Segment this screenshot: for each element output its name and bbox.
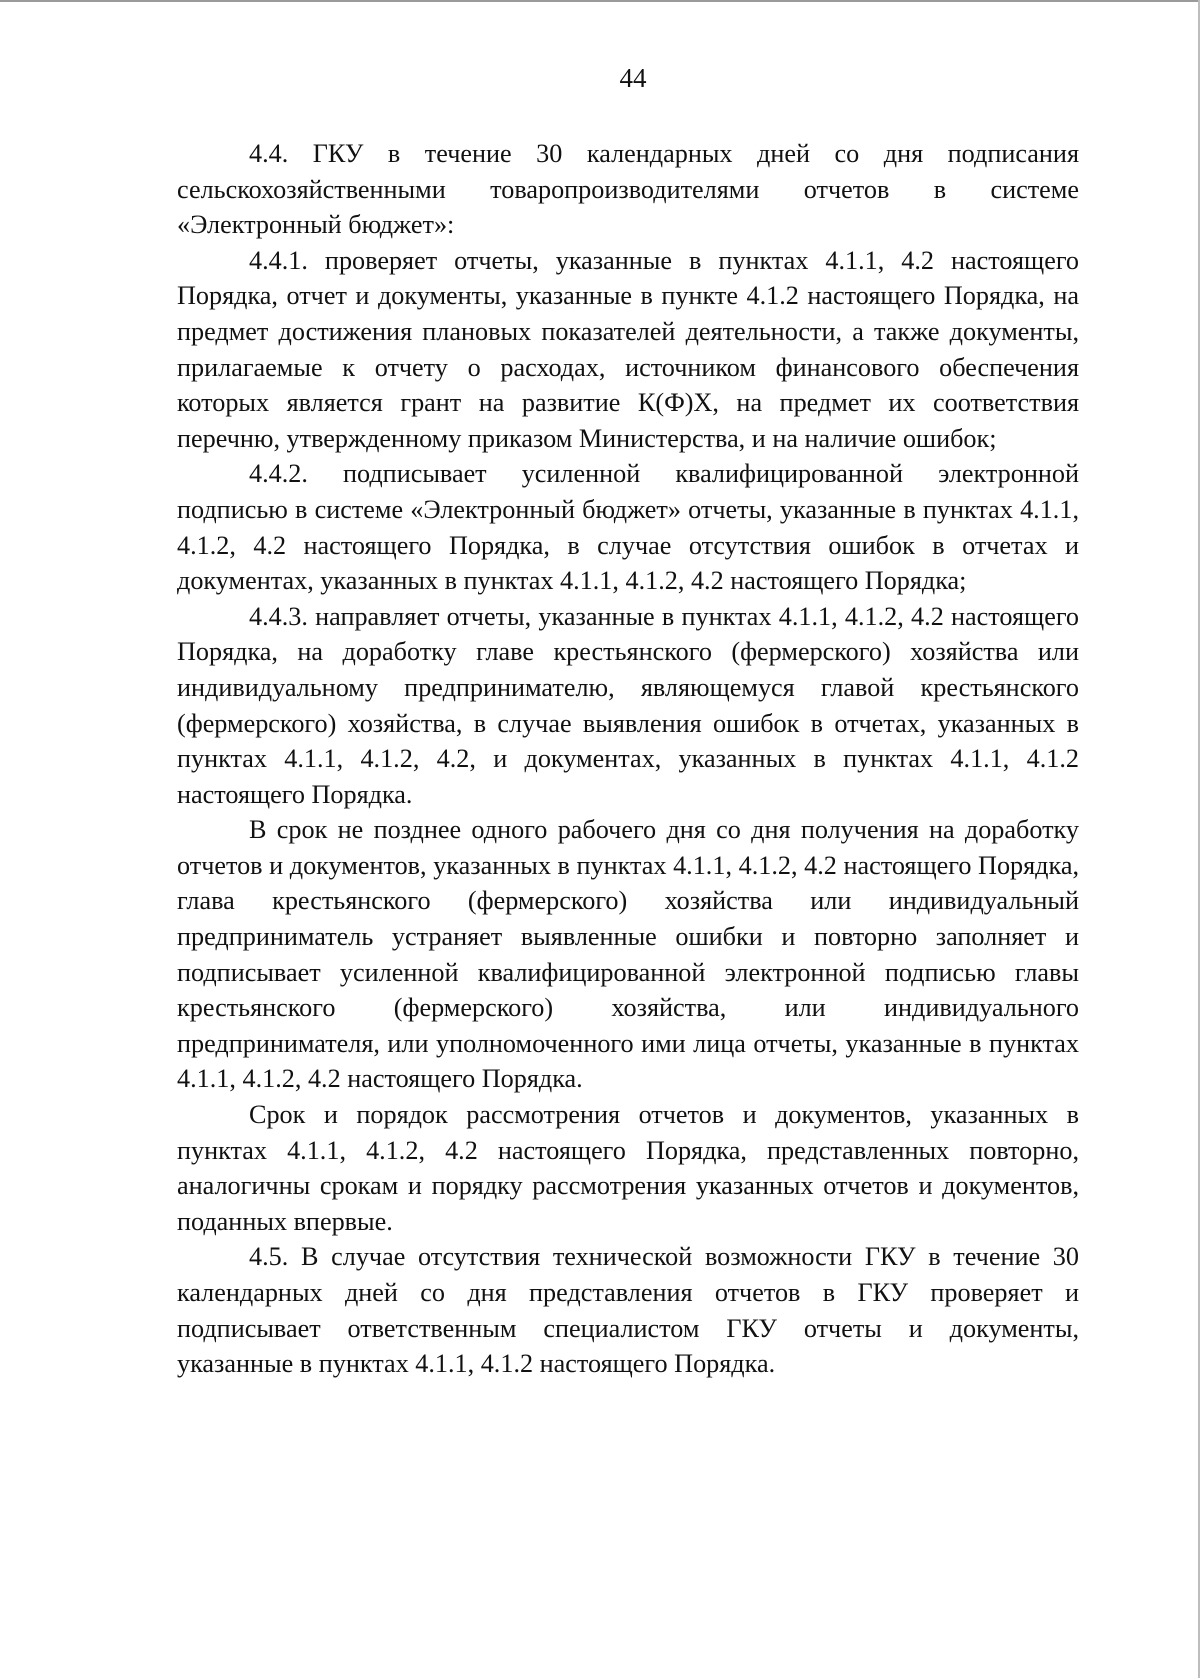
page-number: 44 [619,63,647,93]
paragraph-4-4: 4.4. ГКУ в течение 30 календарных дней со дня подписания сельскохозяйственными товаропроизводителями отчетов в системе «Электронный бюджет»: [177,139,1079,240]
paragraph-correction-deadline: В срок не позднее одного рабочего дня со дня получения на доработку отчетов и документов, указанных в пунктах 4.1.1, 4.1.2, 4.2 настоящего Порядка, глава крестьянского (фермерского) хозяйства или индивидуальный предприниматель устраняет выявленные ошибки и повторно заполняет и подписывает усиленной квалифицированной электронной подписью главы крестьянского (фермерского) хозяйства, или индивидуального предпринимателя, или уполномоченного ими лица отчеты, указанные в пунктах 4.1.1, 4.1.2, 4.2 настоящего Порядка. [177,815,1079,1094]
paragraph-4-4-1: 4.4.1. проверяет отчеты, указанные в пунктах 4.1.1, 4.2 настоящего Порядка, отчет и документы, указанные в пункте 4.1.2 настоящего Порядка, на предмет достижения плановых показателей деятельности, а также документы, прилагаемые к отчету о расходах, источником финансового обеспечения которых является грант на развитие К(Ф)Х, на предмет их соответствия перечню, утвержденному приказом Министерства, и на наличие ошибок; [177,245,1079,453]
paragraph-review-terms: Срок и порядок рассмотрения отчетов и документов, указанных в пунктах 4.1.1, 4.1.2, 4.2 настоящего Порядка, представленных повторно, аналогичны срокам и порядку рассмотрения указанных отчетов и документов, поданных впервые. [177,1100,1079,1236]
scan-edge-top [0,0,1200,2]
document-page [177,60,1079,1382]
paragraph-4-4-2: 4.4.2. подписывает усиленной квалифицированной электронной подписью в системе «Электронный бюджет» отчеты, указанные в пунктах 4.1.1, 4.1.2, 4.2 настоящего Порядка, в случае отсутствия ошибок в отчетах и документах, указанных в пунктах 4.1.1, 4.1.2, 4.2 настоящего Порядка; [177,459,1079,596]
paragraph-4-4-3: 4.4.3. направляет отчеты, указанные в пунктах 4.1.1, 4.1.2, 4.2 настоящего Порядка, на доработку главе крестьянского (фермерского) хозяйства или индивидуальному предпринимателю, являющемуся главой крестьянского (фермерского) хозяйства, в случае выявления ошибок в отчетах, указанных в пунктах 4.1.1, 4.1.2, 4.2, и документах, указанных в пунктах 4.1.1, 4.1.2 настоящего Порядка. [177,601,1079,809]
paragraph-4-5: 4.5. В случае отсутствия технической возможности ГКУ в течение 30 календарных дней со дня представления отчетов в ГКУ проверяет и подписывает ответственным специалистом ГКУ отчеты и документы, указанные в пунктах 4.1.1, 4.1.2 настоящего Порядка. [177,1242,1079,1379]
